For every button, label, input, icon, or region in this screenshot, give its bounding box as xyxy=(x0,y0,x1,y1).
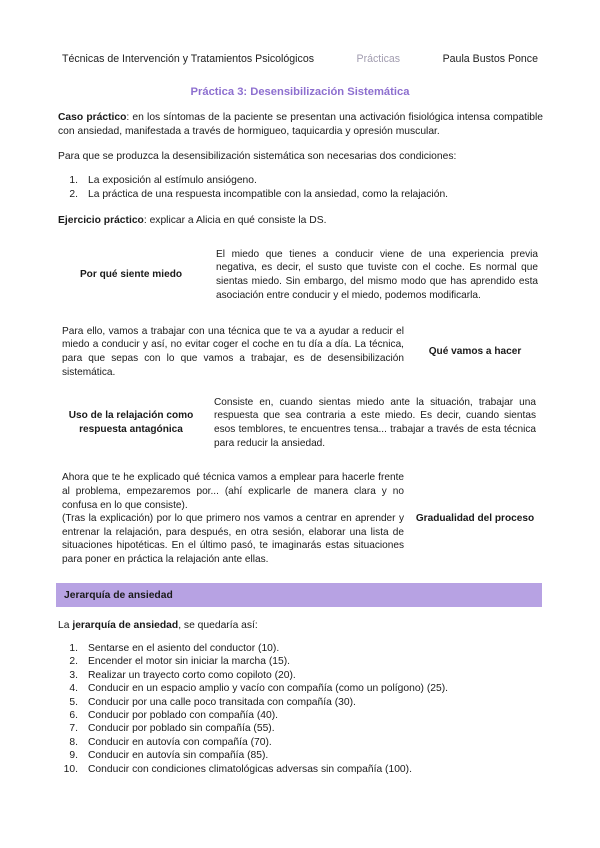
list-item: 1. Sentarse en el asiento del conductor (10). xyxy=(69,643,280,654)
list-item: 2. La práctica de una respuesta incompatible con la ansiedad, como la relajación. xyxy=(69,189,449,201)
case-label: Caso práctico xyxy=(58,112,127,123)
page-title: Práctica 3: Desensibilización Sistemática xyxy=(190,86,410,98)
conditions-list xyxy=(58,174,448,202)
explanation-row xyxy=(56,396,544,450)
hierarchy-intro: La jerarquía de ansiedad, se quedaría así: xyxy=(58,620,258,631)
list-item: 3. Realizar un trayecto corto como copiloto (20). xyxy=(69,669,296,681)
exercise-paragraph xyxy=(58,214,543,228)
banner-title: Jerarquía de ansiedad xyxy=(64,589,173,601)
list-item: 5. Conducir por una calle poco transitada con compañía (30). xyxy=(69,696,356,708)
page-header xyxy=(62,53,538,65)
list-item: 1. La exposición al estímulo ansiógeno. xyxy=(69,175,257,186)
row-text: Ahora que te he explicado qué técnica vamos a emplear para hacerle frente al problema, empezaremos por... (ahí explicarle de manera clara y no confusa en lo que consiste). (Tras la explicación) por lo que primero nos vamos a centrar en aprender y entrenar la relajación, para después, en otra sesión, elaborar una lista de situaciones hipotéticas. En el último pasó, te imaginarás estas situaciones para poner en práctica la relajación ante ellas. xyxy=(62,472,404,565)
header-section: Prácticas xyxy=(356,53,401,65)
list-item: 2. Encender el motor sin iniciar la marcha (15). xyxy=(69,656,291,668)
row-label: Qué vamos a hacer xyxy=(428,346,522,357)
conditions-intro: Para que se produzca la desensibilización sistemática son necesarias dos condiciones: xyxy=(58,151,457,162)
list-item: 9. Conducir en autovía sin compañía (85). xyxy=(69,750,269,762)
row-text: El miedo que tienes a conducir viene de una experiencia previa negativa, es decir, el susto que tuviste con el coche. Es normal que sientas miedo. Sin embargo, del mismo modo que has aprendido esta asociación entre conducir y el miedo, podemos modificarla. xyxy=(216,248,538,301)
explanation-row xyxy=(56,464,544,574)
row-label: Gradualidad del proceso xyxy=(415,513,535,524)
case-text: : en los síntomas de la paciente se presentan una activación fisiológica intensa compatible con ansiedad, manifestada a través de hormigueo, taquicardia y opresión muscular. xyxy=(58,112,543,138)
row-text: Consiste en, cuando sientas miedo ante la situación, trabajar una respuesta que sea contraria a este miedo. Es decir, cuando sientas esos temblores, te encuentres tensa... trabajar a través de esta técnica para reducir la ansiedad. xyxy=(214,396,536,449)
explanation-row xyxy=(56,324,544,380)
list-item: 8. Conducir en autovía con compañía (70). xyxy=(69,736,272,748)
header-author: Paula Bustos Ponce xyxy=(442,53,538,65)
list-item: 6. Conducir por poblado con compañía (40). xyxy=(69,710,279,722)
case-paragraph xyxy=(58,111,543,139)
section-banner xyxy=(56,583,542,607)
list-item: 4. Conducir en un espacio amplio y vacío con compañía (como un polígono) (25). xyxy=(69,683,449,695)
row-text: Para ello, vamos a trabajar con una técnica que te va a ayudar a reducir el miedo a conducir y así, no evitar coger el coche en tu día a día. La técnica, para que sepas con lo que vamos a trabajar, es de desensibilización sistemática. xyxy=(62,325,404,378)
row-label: Uso de la relajación como respuesta antagónica xyxy=(68,410,194,435)
list-item: 10. Conducir con condiciones climatológicas adversas sin compañía (100). xyxy=(63,763,412,775)
exercise-text: : explicar a Alicia en qué consiste la DS. xyxy=(143,215,327,226)
row-label: Por qué siente miedo xyxy=(79,269,183,280)
hierarchy-list xyxy=(58,642,448,776)
exercise-label: Ejercicio práctico xyxy=(58,215,144,226)
explanation-row xyxy=(56,240,544,310)
header-course: Técnicas de Intervención y Tratamientos Psicológicos xyxy=(62,53,315,65)
list-item: 7. Conducir por poblado sin compañía (55). xyxy=(69,723,275,735)
